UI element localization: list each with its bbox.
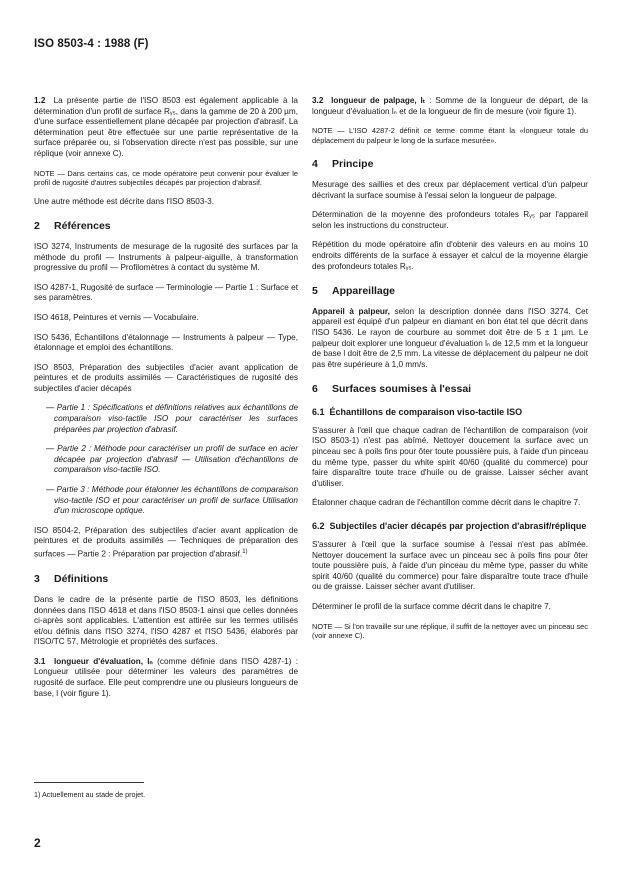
subsection-heading-6-2 [312,521,588,532]
section-number: 3.2 [312,96,324,105]
section-heading-2 [34,221,298,232]
section-number: 4 [312,158,318,171]
section-heading-4 [312,159,588,170]
section-heading-6 [312,384,588,395]
section-title: Surfaces soumises à l'essai [332,383,472,396]
paragraph: Mesurage des saillies et des creux par déplacement vertical d'un palpeur décrivant la surface soumise à l'essai selon la longueur de palpage. [312,179,588,200]
footnote: 1) Actuellement au stade de projet. [34,790,146,799]
document-header: ISO 8503-4 : 1988 (F) [34,38,149,50]
section-title: Définitions [54,573,109,586]
section-title: Échantillons de comparaison viso-tactile ISO [329,406,523,417]
paragraph: Étalonner chaque cadran de l'échantillon comme décrit dans le chapitre 7. [312,498,581,508]
section-heading-3 [34,574,298,585]
section-number: 6 [312,383,318,396]
reference-text: ISO 8504-2, Préparation des subjectiles d'acier avant application de peintures et de produits assimilés — Techniques de préparation des surfaces — Partie 2 : Préparation par projection d'abrasif. [34,525,298,559]
definition-text: : Somme de la longueur de départ, de la longueur d'évaluation lₙ et de la longueur de fin de mesure (voir figure 1). [312,96,588,116]
paragraph: Une autre méthode est décrite dans l'ISO 8503-3. [34,196,214,206]
definition-text: (comme définie dans l'ISO 4287-1) : Longueur utilisée pour déterminer les valeurs des paramètres de rugosité de surface. Elle peut comprendre une ou plusieurs longueurs de base, l (voir figure 1). [34,656,298,698]
section-number: 6.1 [312,406,325,417]
reference-item: ISO 3274, Instruments de mesurage de la rugosité des surfaces par la méthode du profil — Instruments à palpeur-aiguille, à transformation progressive du profil — Profilomètres à contact du système M. [34,241,298,273]
reference-subitem: — Partie 2 : Méthode pour caractériser un profil de surface en acier décapée par projection d'abrasif — Utilisation d'échantillons de comparaison viso-tactile ISO. [46,444,298,475]
section-number: 3.1 [34,656,46,666]
reference-subitem: — Partie 1 : Spécifications et définitions relatives aux échantillons de comparaison viso-tactile ISO pour caractériser les surfaces préparées par projection d'abrasif. [46,403,298,434]
section-number: 6.2 [312,521,325,532]
paragraph [312,307,588,371]
right-column [312,96,588,650]
lead-term: Appareil à palpeur, [312,306,390,316]
left-column [34,96,298,708]
paragraph: Détermination de la moyenne des profondeurs totales Rᵧ₅ par l'appareil selon les instructions du constructeur. [312,210,588,230]
section-1-2 [34,96,298,160]
paragraph: Déterminer le profil de la surface comme décrit dans le chapitre 7. [312,602,551,611]
section-title: Références [54,220,111,233]
section-number: 5 [312,285,318,298]
note: NOTE — Si l'on travaille sur une réplique, il suffit de la nettoyer avec un pinceau sec (voir annexe C). [312,621,588,641]
page-number: 2 [34,836,41,850]
reference-item: ISO 4618, Peintures et vernis — Vocabulaire. [34,312,199,322]
footnote-marker: 1) [242,549,248,555]
paragraph: Répétition du mode opératoire afin d'obtenir des valeurs en au moins 10 endroits différents de la surface à essayer et calcul de la moyenne élargie des profondeurs totales Rᵧ₅. [312,240,588,271]
footnote-divider [34,782,144,783]
section-heading-5 [312,286,588,297]
section-title: Appareillage [332,285,396,298]
note: NOTE — L'ISO 4287-2 définit ce terme comme étant la «longueur totale du déplacement du palpeur le long de la surface mesurée». [312,126,588,145]
section-number: 1.2 [34,96,46,105]
paragraph-text: La présente partie de l'ISO 8503 est également applicable à la détermination d'un profil de surface Rᵧ₅, dans la gamme de 20 à 200 µm, d'une surface essentiellement plane décapée par projection d'abrasif. La détermination peut être effectuée sur une partie représentative de la surface préparée ou, si l'observation directe n'est pas possible, sur une réplique (voir annexe C). [34,96,298,158]
paragraph: S'assurer à l'œil que chaque cadran de l'échantillon de comparaison (voir ISO 8503-1) n'est pas abîmé. Nettoyer doucement la surface avec un pinceau sec à poils fins pour ôter toute poussière puis, à l'aide d'un pinceau du même type, passer du white spirit 40/60 (qualité du commerce) pour faire disparaître toute trace d'huile ou de graisse. Laisser sécher avant d'utiliser. [312,425,588,488]
paragraph: Dans le cadre de la présente partie de l'ISO 8503, les définitions données dans l'ISO 4618 et dans l'ISO 8503-1 ainsi que celles données ci-après sont applicables. L'attention est attirée sur les termes utilisés et/ou définis dans l'ISO 3274, l'ISO 4287 et l'ISO 5436, élaborés par l'ISO/TC 57, Métrologie et propriétés des surfaces. [34,594,298,647]
section-number: 2 [34,220,40,233]
reference-item: ISO 5436, Échantillons d'étalonnage — Instruments à palpeur — Type, étalonnage et emploi des échantillons. [34,332,298,353]
paragraph-text: selon la description donnée dans l'ISO 3274. Cet appareil est équipé d'un palpeur en diamant en bon état tel que décrit dans l'ISO 5436. Le rayon de courbure au sommet doit être de 5 ± 1 µm. Le palpeur doit explorer une longueur d'évaluation lₙ de 12,5 mm et la longueur de base l doit être de 2,5 mm. La vitesse de déplacement du palpeur ne doit pas être supérieure à 1,0 mm/s. [312,306,588,369]
section-number: 3 [34,573,40,586]
reference-subitem: — Partie 3 : Méthode pour étalonner les échantillons de comparaison viso-tactile ISO et pour caractériser un profil de surface Utilisation d'un microscope optique. [46,485,298,516]
subsection-heading-6-1 [312,407,588,418]
reference-item: ISO 4287-1, Rugosité de surface — Terminologie — Partie 1 : Surface et ses paramètres. [34,282,298,303]
reference-item: ISO 8503, Préparation des subjectiles d'acier avant application de peintures et de produits assimilés — Caractéristiques de rugosité des subjectiles d'acier décapés [34,362,298,393]
definition-3-1 [34,657,298,699]
section-title: Principe [332,158,374,171]
section-title: Subjectiles d'acier décapés par projection d'abrasif/réplique [329,521,587,532]
defined-term: longueur de palpage, lₜ [331,96,426,105]
defined-term: longueur d'évaluation, lₙ [53,656,153,666]
reference-item [34,526,298,561]
note: NOTE — Dans certains cas, ce mode opératoire peut convenir pour évaluer le profil de rugosité d'autres subjectiles décapés par projection d'abrasif. [34,168,298,188]
definition-3-2 [312,96,588,117]
paragraph: S'assurer à l'œil que la surface soumise à l'essai n'est pas abîmée. Nettoyer doucement la surface avec un pinceau sec à poils fins pour ôter toute poussière puis, à l'aide d'un pinceau du même type, passer du white spirit 40/60 (qualité du commerce) pour faire disparaître toute trace d'huile ou de graisse. Laisser sécher avant d'utiliser. [312,540,588,592]
